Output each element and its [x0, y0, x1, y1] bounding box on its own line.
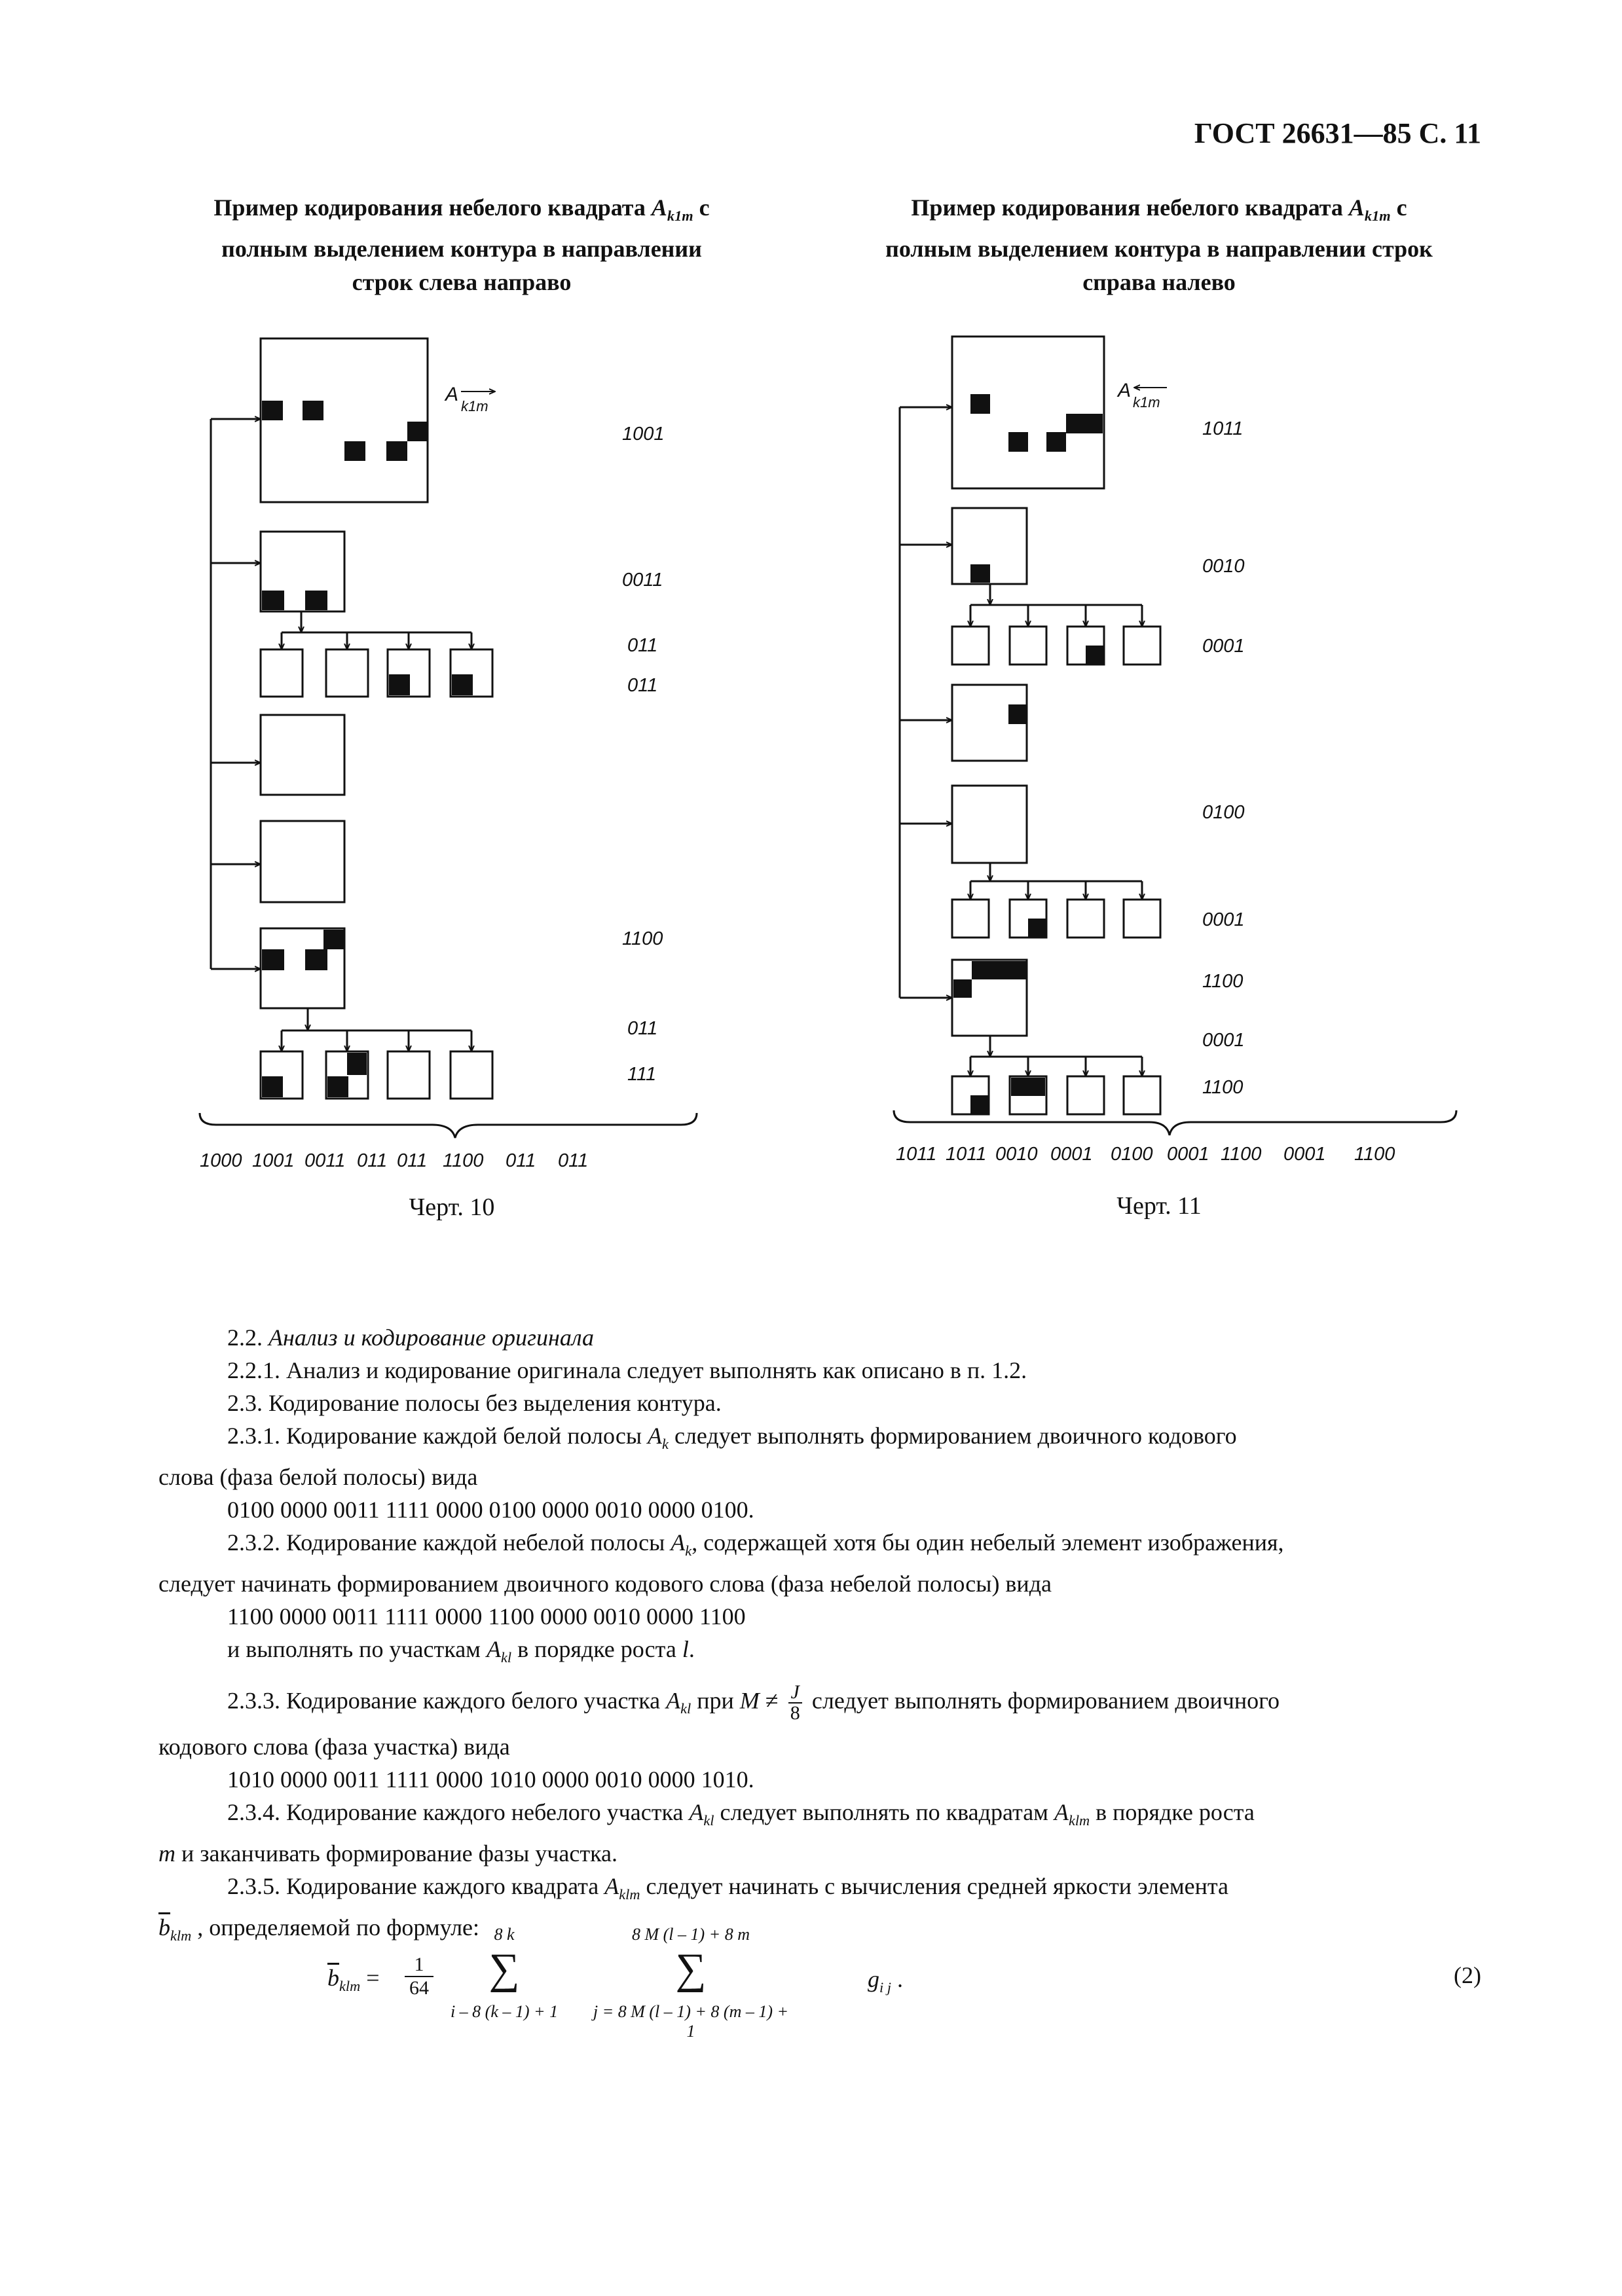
fig10-label-text: Черт. 10	[409, 1194, 495, 1221]
para-2-3-4: 2.3.4. Кодирование каждого небелого участка $A_{kl}$ следует выполнять по квадратам $A_{klm}$ в порядке роста m и заканчивать формирование фазы участка.	[158, 1799, 1255, 1867]
fig10-code: 1001	[622, 424, 665, 445]
code-word-1: 0100 0000 0011 1111 0000 0100 0000 0010 0000 0100.	[227, 1496, 754, 1523]
fig10-code: 011	[627, 1018, 658, 1039]
sum1-top: 8 k	[494, 1925, 515, 1944]
fig11-bottom-code: 0001	[1167, 1144, 1209, 1165]
fig10-caption-line3: строк слева направо	[352, 268, 572, 295]
fig11-code: 0001	[1202, 636, 1245, 657]
formula-lhs: $\overline{b}_{klm}$ =	[327, 1965, 380, 1994]
fig11-sub-2	[1010, 627, 1046, 665]
formula-fraction: 1 64	[405, 1954, 433, 1999]
fig10-code: 111	[627, 1064, 657, 1085]
fig10-bottom-code: 011	[558, 1150, 589, 1171]
fig11-code: 1100	[1202, 971, 1244, 992]
formula-number: (2)	[1454, 1962, 1481, 1988]
fig11-code: 1100	[1202, 1077, 1244, 1098]
para-2-3: 2.3. Кодирование полосы без выделения контура.	[227, 1390, 722, 1416]
fig10-bottom-code: 011	[506, 1150, 536, 1171]
fig11-code: 0100	[1202, 802, 1245, 823]
code-word-2: 1100 0000 0011 1111 0000 1100 0000 0010 0000 1100	[227, 1603, 746, 1630]
para-2-3-5: 2.3.5. Кодирование каждого квадрата $A_{klm}$ следует начинать с вычисления средней яркости элемента $\overline{b}_{klm}$ , определяемой по формуле:	[158, 1873, 1228, 1944]
code-word-3: 1010 0000 0011 1111 0000 1010 0000 0010 0000 1010.	[227, 1766, 754, 1793]
fig10-square-2	[261, 715, 344, 795]
fig11-caption-line1: Пример кодирования небелого квадрата $A_{k1m}$ с	[911, 194, 1407, 224]
para-2-3-1: 2.3.1. Кодирование каждой белой полосы $A_k$ следует выполнять формированием двоичного кодового слова (фаза белой полосы) вида	[158, 1423, 1237, 1490]
fig10-caption-line1: Пример кодирования небелого квадрата $A_{k1m}$ с	[213, 194, 710, 224]
fig10-code: 1100	[622, 928, 663, 949]
fig10-bottom-code: 011	[357, 1150, 388, 1171]
fig11-label-text: Черт. 11	[1116, 1192, 1202, 1220]
svg-text:k1m: k1m	[1133, 394, 1160, 410]
fig10-label: A	[445, 384, 459, 405]
fig11-sub-8	[1124, 900, 1160, 938]
para-2-2: 2.2. Анализ и кодирование оригинала	[227, 1324, 595, 1351]
fig11-bottom-code: 1011	[896, 1144, 937, 1165]
fig11-bottom-code: 1011	[946, 1144, 987, 1165]
para-2-3-3: 2.3.3. Кодирование каждого белого участка $A_{kl}$ при M ≠ $\frac{J}{8}$ следует выполнять формированием двоичного кодового слова (фаза участка) вида	[158, 1681, 1280, 1760]
body-text	[158, 1321, 1481, 1952]
fig11-sub-7	[1067, 900, 1104, 938]
fig11-sub-11	[1067, 1076, 1104, 1114]
fig10-bottom-code: 1000	[200, 1150, 242, 1171]
fig11-code: 0001	[1202, 909, 1245, 930]
fig11-code: 0010	[1202, 556, 1245, 577]
sum1-sigma: ∑	[488, 1945, 520, 1993]
para-2-3-2: 2.3.2. Кодирование каждой небелой полосы $A_k$, содержащей хотя бы один небелый элемент изображения, следует начинать формированием двоичного кодового слова (фаза небелой полосы) вида	[158, 1529, 1284, 1597]
formula-2	[327, 1925, 1481, 2041]
para-sequence: и выполнять по участкам $A_{kl}$ в порядке роста l.	[227, 1635, 695, 1666]
fig11-code: 0001	[1202, 1030, 1245, 1051]
fig11-bottom-code: 0010	[995, 1144, 1038, 1165]
fig11-sub-5	[952, 900, 989, 938]
fig11-sub-4	[1124, 627, 1160, 665]
fig10-bottom-code: 0011	[304, 1150, 346, 1171]
fig11-bottom-code: 0001	[1050, 1144, 1093, 1165]
fig11-bottom-code: 1100	[1354, 1144, 1395, 1165]
fig11-diagram	[786, 0, 1622, 1244]
sum2-bottom: j = 8 M (l – 1) + 8 (m – 1) + 1	[593, 2002, 789, 2041]
fig10-square-main	[261, 338, 428, 502]
para-2-2-1: 2.2.1. Анализ и кодирование оригинала следует выполнять как описано в п. 1.2.	[227, 1357, 1027, 1383]
page-header: ГОСТ 26631—85 С. 11	[1194, 117, 1481, 149]
fig11-sub-12	[1124, 1076, 1160, 1114]
fig11-sub-1	[952, 627, 989, 665]
fig11-bottom-code: 0001	[1283, 1144, 1326, 1165]
sum2-sigma: ∑	[675, 1945, 707, 1993]
fig10-bottom-code: 011	[397, 1150, 428, 1171]
fig10-diagram	[0, 0, 786, 1244]
fig11-bottom-code: 0100	[1111, 1144, 1153, 1165]
fig10-square-3	[261, 821, 344, 902]
fig10-caption-line2: полным выделением контура в направлении	[221, 235, 702, 262]
fig10-sub-2	[326, 649, 368, 697]
fig10-bottom-code: 1100	[443, 1150, 484, 1171]
fraction-j-8: $\frac{J}{8}$	[788, 1683, 802, 1723]
fig10-code: 011	[627, 635, 658, 656]
fig10-code: 0011	[622, 570, 663, 591]
sum1-bottom: i – 8 (k – 1) + 1	[450, 2002, 559, 2021]
fig11-square-3	[952, 786, 1027, 863]
svg-text:k1m: k1m	[461, 398, 488, 414]
sum2-top: 8 M (l – 1) + 8 m	[631, 1925, 750, 1944]
fig11-bottom-code: 1100	[1221, 1144, 1262, 1165]
fig11-label: A	[1118, 380, 1132, 401]
fig10-code: 011	[627, 675, 658, 696]
fig10-sub-8	[451, 1051, 492, 1099]
fig10-sub-1	[261, 649, 303, 697]
fig10-bottom-code: 1001	[252, 1150, 295, 1171]
fig11-code: 1011	[1202, 418, 1244, 439]
fig10-sub-7	[388, 1051, 430, 1099]
fig11-caption-line3: справа налево	[1082, 268, 1236, 295]
fig11-caption-line2: полным выделением контура в направлении строк	[885, 235, 1433, 262]
formula-g: $g_{i j}$ .	[868, 1966, 903, 1995]
